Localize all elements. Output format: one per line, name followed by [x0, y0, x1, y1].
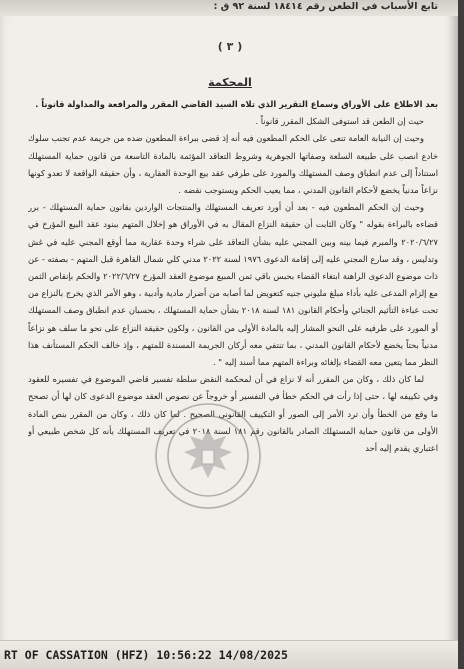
- paragraph: لما كان ذلك ، وكان من المقرر أنه لا نزاع في أن لمحكمة النقض سلطة تفسير قاضي الموضوع في تفسيره للعقود وفي تكييفه لها ، حتى إذا رأت في الحكم خطأ في التفسير أو خروجاً عن نصوص العقد موضوع الدعوى كان لها أن تصحح ما وقع من الخطأ وأن ترد الأمر إلى الصور أو التكييف القانوني الصحيح . لما كان ذلك ، وكان من المقرر بنص المادة الأولى من قانون حماية المستهلك الصادر بالقانون رقم ١٨١ لسنة ٢٠١٨ في تعريف المستهلك بأنه كل شخص طبيعي أو اعتباري يقدم إليه أحد: [28, 374, 438, 454]
- header-strip: تابع الأسباب في الطعن رقم ١٨٤١٤ لسنة ٩٢ ق :: [0, 0, 460, 16]
- page-number: ( ٣ ): [217, 40, 243, 53]
- page-edge: [458, 0, 464, 669]
- timestamp-footer: [0, 640, 460, 669]
- judgment-body: [28, 96, 438, 636]
- paragraph: حيث إن الطعن قد استوفى الشكل المقرر قانوناً .: [255, 116, 424, 127]
- footer-timestamp-text: RT OF CASSATION (HFZ) 10:56:22 14/08/2025: [4, 648, 288, 662]
- paragraph: وحيث إن النيابة العامة تنعى على الحكم المطعون فيه أنه إذ قضى ببراءة المطعون ضده من جريمة عدم تجنب سلوك خادع انصب على طبيعة السلعة وصفاتها الجوهرية وشروط التعاقد المؤثمة بالمادة التاسعة من قانون حماية المستهلك استناداً إلى عدم انطباق وصف المستهلك والمورد على طرفي عقد بيع الوحدة العقارية ، وأن حقيقة الواقعة لا تعدو كونها نزاعاً مدنياً يخضع لأحكام القانون المدني ، مما يعيب الحكم ويستوجب نقضه .: [28, 133, 438, 196]
- opening-paragraph: بعد الاطلاع على الأوراق وسماع التقرير الذي تلاه السيد القاضي المقرر والمرافعة والمداولة قانوناً .: [35, 99, 438, 109]
- section-title: المحكمة: [208, 76, 252, 89]
- paragraph: وحيث إن الحكم المطعون فيه - بعد أن أورد تعريف المستهلك والمنتجات الواردين بقانون حماية المستهلك - برر قضاءه بالبراءة بقوله " وكان الثابت أن حقيقة النزاع المقال به في الأوراق هو إخلال المتهم ببنود عقد البيع المؤرخ في ٢٠٢٠/٦/٢٧ والمبرم فيما بينه وبين المجني عليه بشأن التعاقد على شراء وحدة عقارية مما أوقع المجني عليه في غش وتدليس ، وقد سارع المجني عليه إلى إقامة الدعوى ١٩٧٦ لسنة ٢٠٢٢ مدني كلي شمال القاهرة قبل المتهم - بصفته - عن ذات موضوع الدعوى الراهنة ابتغاء القضاء بحبس باقي ثمن المبيع موضوع العقد المؤرخ ٢٠٢٢/٦/٢٧ والحكم بإنقاص الثمن مع إلزام المدعى عليه بأداء مبلغ مليوني جنيه كتعويض لما أصابه من أضرار مادية وأدبية ، وهو الأمر الذي يخرج بالنزاع من تحت عباءة التأثيم الجنائي وأحكام القانون ١٨١ لسنة ٢٠١٨ بشأن حماية المستهلك ، بحسبان عدم انطباق وصف المستهلك أو المورد على طرفيه على النحو المشار إليه بالمادة الأولى من القانون ، ولكون حقيقة النزاع على نحو ما سلف هو نزاعاً مدنياً بحتاً يخضع لأحكام القانون المدني ، بما تنتفي معه أركان الجريمة المسندة للمتهم ، وإذ خالف الحكم المستأنف هذا النظر مما يتعين معه القضاء بإلغائه وبراءة المتهم مما أسند إليه " .: [28, 202, 438, 368]
